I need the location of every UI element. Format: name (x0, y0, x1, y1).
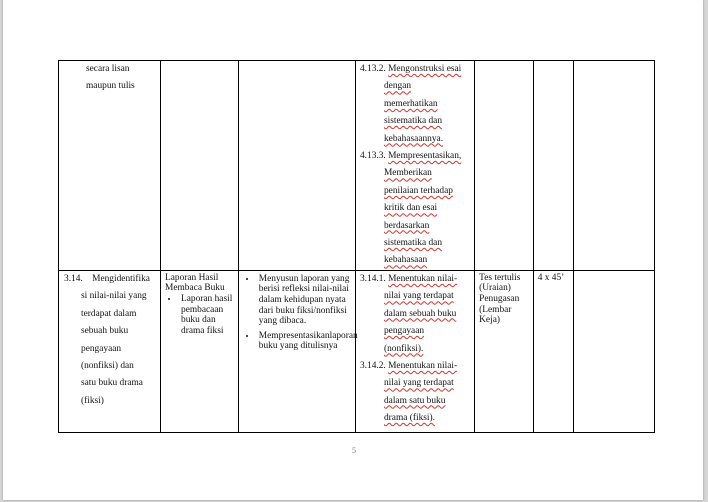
indicator-line: penilaian terhadap (383, 185, 453, 196)
indicator-line: dengan (383, 81, 412, 92)
indicator-cell (355, 61, 474, 271)
sumber-cell (574, 270, 655, 432)
page-number: 5 (352, 446, 356, 455)
alokasi-text: 4 x 45’ (537, 272, 565, 283)
alokasi-cell (533, 270, 573, 432)
indicator-line: (nonfiksi). (383, 343, 424, 354)
indicator-number: 4.13.2. (359, 64, 386, 74)
indicator-line: sistematika dan (383, 116, 443, 127)
kd-cell (59, 270, 161, 432)
kd-line: maupun tulis (86, 81, 135, 92)
kegiatan-cell (238, 61, 355, 271)
indicator-line: nilai yang terdapat (383, 291, 454, 302)
indicator-number: 4.13.3. (359, 151, 386, 162)
indicator-line: berdasarkan (383, 220, 430, 231)
indicator-line: nilai yang terdapat (383, 378, 454, 389)
indicator-line: Menentukan nilai- (388, 360, 458, 371)
materi-cell (161, 270, 239, 432)
kd-line: pengayaan (81, 343, 122, 354)
indicator-line: Menentukan nilai- (388, 273, 458, 284)
sumber-cell (574, 61, 655, 271)
materi-cell (161, 61, 239, 271)
indicator-number: 3.14.2. (359, 360, 386, 371)
indicator-line: kebahasaan (383, 255, 428, 266)
alokasi-cell (533, 61, 573, 271)
kd-number: 3.14. (64, 273, 83, 284)
syllabus-table (58, 60, 655, 433)
indicator-line: pengayaan (383, 326, 425, 337)
indicator-number: 3.14.1. (359, 273, 386, 284)
table-row (59, 61, 655, 271)
kd-line: satu buku drama (81, 378, 143, 389)
indicator-line: drama (fiksi). (383, 413, 435, 424)
indicator-line: memerhatikan (383, 98, 438, 109)
indicator-line: kebahasaannya. (383, 133, 444, 144)
indicator-line: sistematika dan (383, 238, 443, 249)
kegiatan-cell (238, 270, 358, 432)
kegiatan-item: • Menyusun laporan yang berisi refleksi nilai-nilai dalam kehidupan nyata dari buku fiksi/nonfiksi yang dibaca. (257, 274, 351, 327)
indicator-line: Memberikan (383, 168, 432, 179)
materi-item: • Laporan hasil pembacaan buku dan drama fiksi (179, 294, 234, 336)
indicator-line: Mengonstruksi esai (388, 64, 462, 74)
penilaian-text: Tes tertulis (Uraian) Penugasan (Lembar Keja) (479, 272, 521, 326)
kd-line: sebuah buku (81, 326, 129, 337)
indicator-line: kritik dan esai (383, 203, 438, 214)
kd-line: (fiksi) (81, 395, 104, 406)
materi-title: Laporan Hasil Membaca Buku (165, 272, 225, 294)
kd-line: secara lisan (86, 64, 130, 74)
table-row (59, 270, 655, 432)
penilaian-cell (475, 61, 534, 271)
indicator-line: dalam satu buku (383, 395, 446, 406)
kd-line: terdapat dalam (81, 308, 137, 319)
indicator-line: Mempresentasikan, (388, 151, 462, 162)
kd-line: Mengidentifika (92, 273, 150, 284)
indicator-cell (355, 270, 474, 432)
kd-cell (59, 61, 161, 271)
penilaian-cell (475, 270, 534, 432)
kegiatan-item: • Mempresentasikanlaporan buku yang ditulisnya (257, 331, 351, 352)
indicator-line: dalam sebuah buku (383, 308, 457, 319)
kd-line: (nonfiksi) dan (81, 360, 134, 371)
kd-line: si nilai-nilai yang (81, 291, 147, 302)
